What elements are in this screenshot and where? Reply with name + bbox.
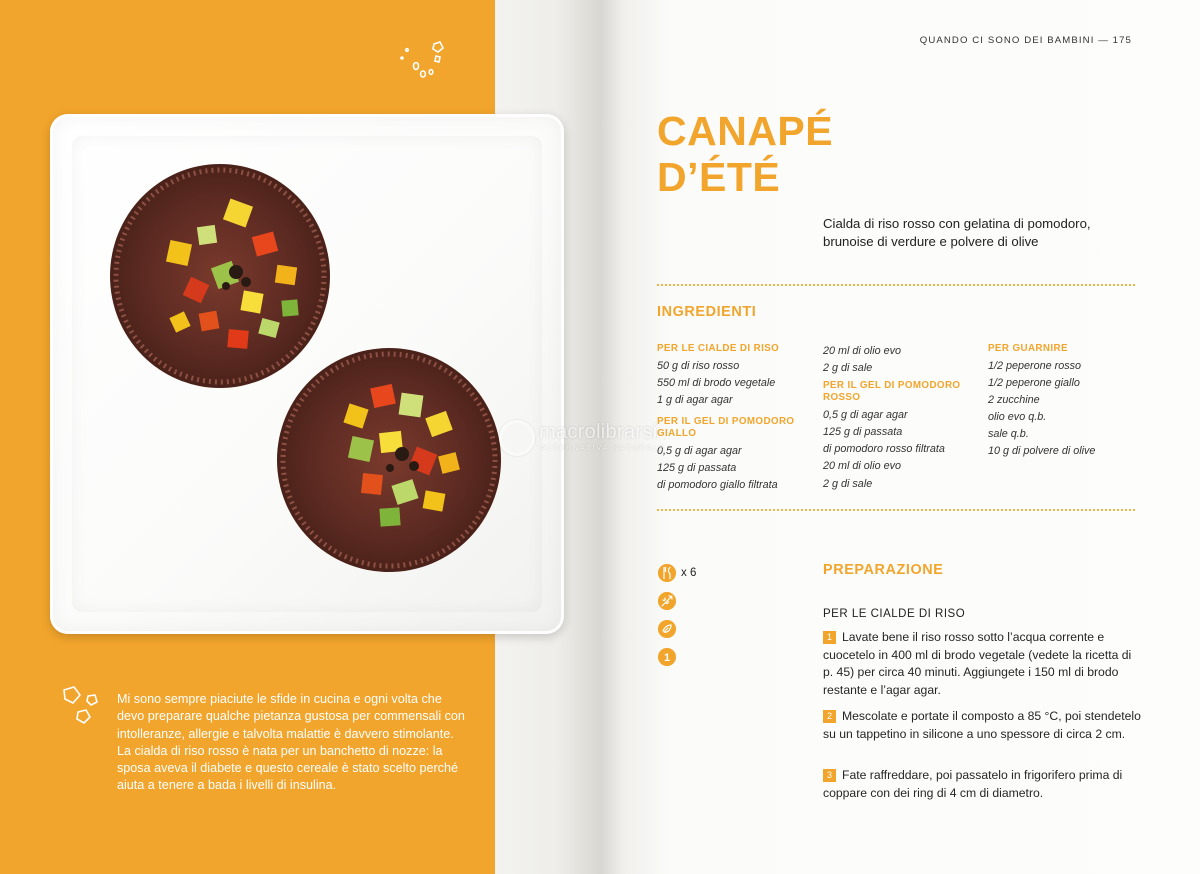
ingredient-item: 0,5 g di agar agar (823, 409, 908, 422)
preparation-step (823, 767, 1143, 802)
preparation-subheading: PER LE CIALDE DI RISO (823, 608, 966, 620)
ingredient-item: 125 g di passata (823, 426, 903, 439)
watermark-subtext: ALTERNATIVA NATURALE (541, 445, 666, 452)
ingredient-item: 50 g di riso rosso (657, 360, 740, 372)
step-text: Lavate bene il riso rosso sotto l’acqua corrente e cuocetelo in 400 ml di brodo vegetale (vedete la ricetta di p. 45) per circa 40 minuti. Aggiungete i 150 ml di brodo restante e l’agar agar. (823, 630, 1132, 697)
canape-photo (50, 114, 564, 634)
title-line-2: D’ÉTÉ (657, 154, 781, 200)
preparation-step (823, 629, 1143, 699)
difficulty-row (658, 648, 718, 676)
vegetarian-icon (658, 620, 676, 638)
rice-grains-icon (392, 38, 452, 90)
ingredient-item: di pomodoro giallo filtrata (657, 479, 778, 492)
rice-grains-icon (58, 684, 108, 730)
ingredients-group-title: PER LE CIALDE DI RISO (657, 343, 780, 354)
ingredient-item: 2 zucchine (988, 394, 1040, 407)
ingredient-item: 20 ml di olio evo (823, 345, 902, 357)
ingredient-item: 1 g di agar agar (657, 394, 733, 407)
ingredient-item: 550 ml di brodo vegetale (657, 377, 776, 390)
difficulty-icon (658, 648, 676, 666)
dotted-divider (657, 509, 1135, 511)
step-text: Fate raffreddare, poi passatelo in frigorifero prima di coppare con dei ring di 4 cm di diametro. (823, 768, 1123, 800)
dotted-divider (657, 284, 1135, 286)
ingredient-item: 10 g di polvere di olive (988, 445, 1096, 458)
recipe-info-icons (658, 564, 718, 676)
no-gluten-icon (658, 592, 676, 610)
preparation-step (823, 708, 1143, 743)
cutlery-icon (658, 564, 676, 582)
watermark (495, 416, 715, 458)
ingredient-item: olio evo q.b. (988, 411, 1047, 424)
ingredient-item: 125 g di passata (657, 462, 737, 475)
ingredient-item: 20 ml di olio evo (823, 460, 902, 473)
ingredient-item: di pomodoro rosso filtrata (823, 443, 945, 456)
step-number: 1 (823, 631, 836, 644)
ingredients-column-3 (988, 343, 1148, 461)
watermark-logo-icon (499, 420, 535, 456)
canape-top (110, 164, 330, 388)
gluten-row (658, 592, 718, 620)
ingredient-item: 2 g di sale (823, 477, 873, 490)
step-number: 3 (823, 769, 836, 782)
ingredients-group-title: PER GUARNIRE (988, 343, 1068, 354)
servings-count: x 6 (681, 567, 697, 579)
preparation-heading: PREPARAZIONE (823, 562, 944, 578)
ingredient-item: 1/2 peperone rosso (988, 360, 1082, 372)
intro-text: Mi sono sempre piaciute le sfide in cucina e ogni volta che devo preparare qualche pietanza gustosa per commensali con intolleranze, allergie e talvolta malattie è davvero stimolante. La cialda di riso rosso è nata per un banchetto di nozze: la sposa aveva il diabete e questo cereale è stato scelto perché aiuta a tenere a bada i livelli di insulina. (117, 692, 465, 793)
ingredient-item: 1/2 peperone giallo (988, 377, 1080, 390)
step-text: Mescolate e portate il composto a 85 °C, poi stendetelo su un tappetino in silicone a uno spessore di circa 2 cm. (823, 709, 1141, 741)
canape-bottom (277, 348, 501, 572)
step-number: 2 (823, 710, 836, 723)
watermark-text: macrolibrarsi (539, 421, 658, 443)
title-line-1: CANAPÉ (657, 108, 834, 154)
vegetarian-row (658, 620, 718, 648)
ingredients-group-title: PER IL GEL DI POMODORO ROSSO (823, 380, 961, 404)
ingredient-item: sale q.b. (988, 428, 1029, 441)
ingredient-item: 0,5 g di agar agar (657, 445, 742, 458)
ingredients-column-2 (823, 343, 983, 493)
ingredient-item: 2 g di sale (823, 362, 873, 375)
recipe-title (657, 108, 833, 200)
ingredients-group-title: PER IL GEL DI POMODORO GIALLO (657, 416, 795, 440)
recipe-subtitle: Cialda di riso rosso con gelatina di pomodoro, brunoise di verdure e polvere di olive (823, 216, 1091, 249)
running-header: QUANDO CI SONO DEI BAMBINI — 175 (919, 35, 1132, 46)
white-plate (50, 114, 564, 634)
ingredients-heading: INGREDIENTI (657, 304, 757, 320)
servings-row (658, 564, 718, 592)
difficulty-value: 1 (663, 652, 671, 664)
